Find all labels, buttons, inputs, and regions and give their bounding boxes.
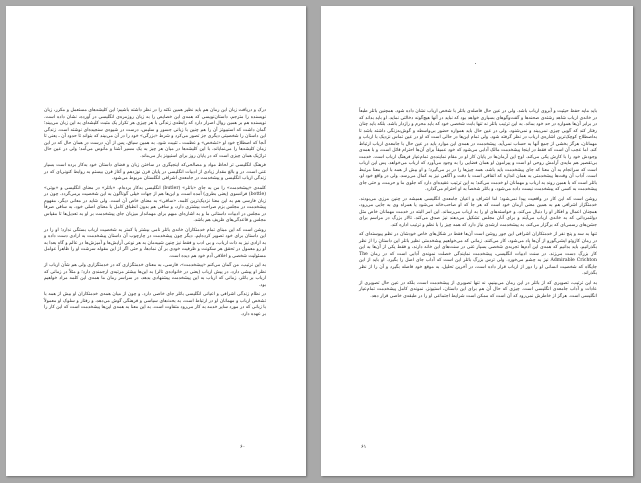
paragraph: کلمه‌ی «پیشخدمت» را من به جای «باتلر» (butler) انگلیسی به‌کار برده‌ام. «باتلر» در معنای انگلیسی و «بوتی» (bottle) فرانسوی (یعنی بطری) آمده است، و این‌ها هم از جهات خیلی گوناگون به این شخصیت برمی‌گردد. چون در زبان فارسی هم به این معنا نزدیک‌ترین کلمه، «ساقی» به معنای خاص آن است. ولی شاید در معانی دیگر، مفهوم پیشخدمت در مجلس بزم صراحت بیشتری دارد، و ساقی هم بدون انطباق کامل با معنای اصلی خود، به ساقی صرفاً در مجلس در ادبیات داستانی ما و به اشاره‌ای مبهم برای مهماندار میزبان جای پیشخدمت بر او به تعدیل‌ها تا مقیاس مجلس و قاعدگی‌های ظریف هم باشد. [44, 185, 266, 223]
page-mark [475, 63, 476, 64]
paragraph: در نظام زندگی اشرافی و اعیانی انگلیسی باتلر جای خاصی دارد. و چون از میان همه‌ی خدمتکاران او بیش از همه با تشخص ارباب و مهمانان او در ارتباط است، به بحث‌های سیاسی و فرهنگی گوش می‌دهد، و رفتار و سلوک او معمولاً با زبانی که در مورد سایر خدمه به کار می‌رود متفاوت است. به این معنا به همه‌ی این‌ها پیشخدمت است که این کار را بر عهده دارد. [44, 292, 266, 317]
paragraph: درک و دریافت زبان این رمان هم باید نظیر همین نکته را در نظر داشته باشیم؛ این کلیشه‌های مستعمل و مکرر، زبان نویسنده را مترجم، داستان‌نویسی که همه‌ی این خصایص را به زبان روزمره‌ی انگلیسی در آورده، نشان داده است. نویسنده هم بر همین روال اصرار دارد که رابطه‌ی زندگی با هر چیزی هر تکرار یک مثبت کلیشه‌ای به این زبان می‌بیند؛ گمان داشت که استبیوتز آن را هم چنین با زبانی جسور و سلیس، درست در شیوه‌ی سنجیده‌ای نوشته است. زندگی این داستان را شخصیتی دیگری جز تصور می‌کرد و شرط «بزرگی» خود را در آن می‌بیند که بتواند تا حدود آن ـ یعنی تا آنجا که اصطلاح خود او «تشخص» و عظمت ـ تثبیت شود. به همین سیاق، پس از آن، درست در همان حال که در این زمان کلیشه‌ها را می‌نمایاند، با این کلیشه‌ها در میان هر چیز به یک مسیر آشنا و مأنوس می‌آمد؛ ولی در عین حال تراژیک همان چیزی است که در پایان روز برای استیونز باز می‌ماند. [44, 108, 266, 159]
left-page [6, 6, 306, 476]
right-page [321, 6, 633, 476]
paragraph: روشن است که این مبنای تمام خدمتکاران خانه‌ی باتلر نامی بیشتر یا کمتر به شخصیت ارباب بستگی ندارد؛ او را در این داستان برای خود تصویر کرده‌ایم. دیگر چون پیشخدمت در چارچوب آن داستان پیشخدمت به ارادی دست داده و به ارادی نیز به ذات ارباب، و بی ادب و فقط نیز چنین شبیه‌مان به هر نوعی آرایش‌ها و آمیزش‌ها در عالم و گاه بعدا به او رو معمول در تحقق هر سکونت و ظرفیت خودی بر آن نمادها، و حتی اگر از این مقوله سرشت او را ظاهراً عوامل مسئولیت شخصی و اخلاقی آدم خود هم دیده است. [44, 227, 266, 259]
paragraph: باید مایه حفظ حیثیت و آبروی ارباب باشد. ولی در عین حال فاصله‌ی باتلر با شخص ارباب نشان داده شود. همچنین باتلر طبعاً در خانه‌ی ارباب شاهد رشته‌ی صحنه‌ها و گفت‌وگوهای بسیاری خواهد بود که نباید در آنها هیچ‌گونه دخالتی نماید. او باید بداند که در برابر آن‌ها همواره در حد خود بماند. به این ترتیب باتلر نه تنها بابت شخصی خود که باید محرم و رازدار باشد. بلکه باید چنان رفتار کند که گویی چیزی نمی‌بیند و نمی‌شنود. ولی در عین حال باید همواره حضور بی‌واسطه و گوش‌به‌زنگی داشته باشد تا به‌اصطلاح کوچک‌ترین اشاره‌ی ارباب در نظر گرفته شود. ولی تمام این‌ها در حالی است که او در عین تماس نزدیک با ارباب و مهمانان، هرگز بخشی از جمع آنها به حساب نمی‌آید. پیشخدمت در همه‌ی این موارد باید در عین حال با جامعه‌ی ارباب ارتباط کند. اما عجب آن است که فقط در اینجا پیشخدمت مالک آدابی می‌شود که خود عمیقاً برای آن‌ها احترام قائل است، و با همه‌ی وجودش خود را با کارش یکی می‌کند. اوج این آرمان‌ها در پایان کار او در مقام نماینده‌ی تمام‌عیار فرهنگ ارباب است. خدمت بی‌تقصیر هم مایه‌ی آرامش روحی او است و پیرامون او همان فضایی را به وجود می‌آورد که ارباب می‌خواهد. پس این ارباب است که سرانجام به آن معنا که جای پیشخدمت باید باشد، همه چیزها را در بر می‌گیرد؛ و او بیش از همه با این معنا مرتبط است. آداب آن وقت‌ها پیشخدمتی به همان اندازه که اتفاقی است با دقت و آگاهی نیز به کمال می‌رسد. ولی در واقع خود او، باتلر است که با همین روند به ارباب و مهمانان او خدمت می‌کند؛ به این ترتیب عقیده‌ای دارد که جلوی ما و حرمت، و حتی جای پیشخدمت به کسی که پیشخدمت نیست داده می‌شود، و باتلر شخصاً به او احترام می‌گذارد. [359, 109, 597, 192]
paragraph: به این ترتیب، تصویری که از باتلر در این رمان می‌بینیم، نه تنها تصویری از پیشخدمت است، بلکه در عین حال تصویری از عادات و آداب جامعه‌ی انگلیسی است. چیزی که حال آن هم برای این داستان، استیونز، نمونه‌ی کامل پیشخدمت تمام‌عیار انگلیسی است. هرگز از خاطرش نمی‌رود که آن است که ممکن است شرایط اجتماعی او را در طبقه‌ی خاصی قرار دهد. [359, 280, 597, 299]
paragraph: فرهنگ انگلیسی تر لحاظ مواد و مصالحی‌که اینجیگری در ساختن زبان و فضای داستان خود به‌کار برده است بسیار غنی است. در و بالغ مقدار زیادی از ادبیات انگلیسی در پایان قرن نوزدهم و آغاز قرن بیستم به روابط کنونی‌ای که در زندگی ارباب انگلیسی و پیشخدمت در جامعه‌ی اشرافی انگلستان مربوط می‌شود. [44, 163, 266, 181]
paragraph: به این ترتیب، من گمان می‌کنم «پیشخدمت»، فارسی، به معنای خدمتگزاری که در خدمتگزاری ولی هم شأن ارباب از نظر او پیشی دارد، در پیش ارباب (یعنی در خانواده‌ی تالر) به این‌ها بیشتر مرتبه‌ی ارجمندی دارد؛ و مثلاً در زمانی که ارباب بر باتلر، زمانی که ارباب به این پیشخدمت پیشنهادی بدهد، در سراسر رمان ما همه‌ی این کلمه مراد خواهیم بود. [44, 263, 266, 288]
right-page-text [359, 109, 597, 303]
page-number: ۶۰ [240, 444, 246, 450]
page-number: ۶۱ [361, 444, 367, 450]
paragraph: روشن است که این کار در واقعیت پیدا نمی‌شود؛ اما اشراف و اعیان جامعه‌ی انگلیسی همیشه در چنین مرزی می‌بودند. خدمتگزار اشرافی هم به همین معنی آرمان خود است که هر جا که او صاحب‌خانه می‌شود یا همراه وی به جایی می‌رود، همچنان اعمال و افکار او را دنبال می‌کند، و خواسته‌های او را به ارباب می‌رساند. این امر البته در خدمت مهمانان خاص مثل دولتمردانی که به خانه‌ی ارباب می‌آیند و برای آنان مجلس تشکیل می‌دهند نیز صدق می‌کند. تالار بزرگ در مراسم برای جشن‌های رسمی‌ای که برگزار می‌کند، به پیشخدمت ارشدی نیاز دارد که همه چیز را با نظم و ترتیب اداره کند. [359, 196, 597, 228]
left-page-text [44, 108, 266, 321]
paragraph: تنها به سه و پنج نفر از خدمتکاران اشرافی این جور روشن است آن‌ها فقط در شکل‌های خاص خودشان در نظم پیوسته‌ای که در رمان کازوئو ایشی‌گورو از آن‌ها یاد می‌شود، کار می‌کنند. زمانی که می‌خواهیم پیشخدمتی نظیر باتلر این داستان را از نظر بگذرانیم، باید بدانیم که همه‌ی این آدم‌ها تجربه‌ی شخصی بسیار غنی در سنت‌های این خانه دارند، و فقط یکی از آن‌ها به این کار بزرگ دست می‌زند. در سنت ادبیات انگلیسی، پیشخدمت نمایندگی خصلت نمونه‌ی آدابی است که در رمان The Admirable Crichton نیز به چشم می‌خورد. ولی ترس بزرگ باتلر این است که آداب جای اصل را بگیرد. او باید از این جایگاه که شخصیت انسانی او را دور از ارباب قرار داده است، در آخرین تحلیل، به موقع خود فاصله بگیرد و آن را از نظر بگذراند. [359, 232, 597, 276]
